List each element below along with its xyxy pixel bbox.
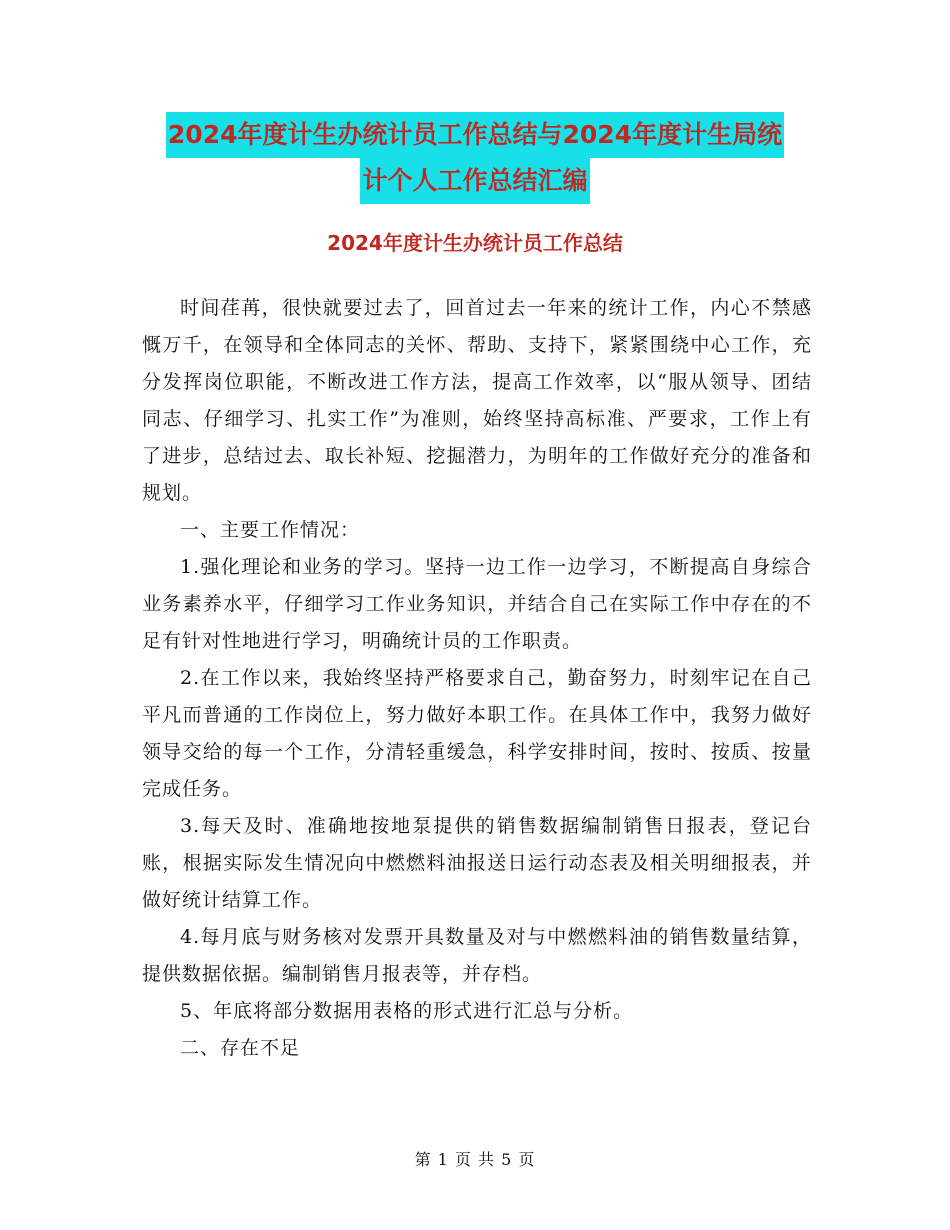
heading-main-work: 一、主要工作情况： <box>180 519 361 541</box>
heading-shortcomings: 二、存在不足 <box>180 1037 301 1059</box>
page-footer: 第 1 页 共 5 页 <box>414 1150 536 1169</box>
document-title-line-1: 2024年度计生办统计员工作总结与2024年度计生局统 <box>166 112 784 158</box>
paragraph-item-3: 3.每天及时、准确地按地泵提供的销售数据编制销售日报表，登记台账，根据实际发生情况向中燃燃料油报送日运行动态表及相关明细报表，并做好统计结算工作。 <box>142 815 812 911</box>
paragraph-item-4: 4.每月底与财务核对发票开具数量及对与中燃燃料油的销售数量结算，提供数据依据。编制销售月报表等，并存档。 <box>142 926 812 985</box>
paragraph-item-2: 2.在工作以来，我始终坚持严格要求自己，勤奋努力，时刻牢记在自己平凡而普通的工作岗位上，努力做好本职工作。在具体工作中，我努力做好领导交给的每一个工作，分清轻重缓急，科学安排时间，按时、按质、按量完成任务。 <box>142 667 812 800</box>
section-title: 2024年度计生办统计员工作总结 <box>327 231 623 255</box>
document-body <box>142 290 812 1067</box>
paragraph-item-5: 5、年底将部分数据用表格的形式进行汇总与分析。 <box>180 1000 634 1022</box>
document-title-line-2: 计个人工作总结汇编 <box>360 158 589 204</box>
paragraph-item-1: 1.强化理论和业务的学习。坚持一边工作一边学习，不断提高自身综合业务素养水平，仔细学习工作业务知识，并结合自己在实际工作中存在的不足有针对性地进行学习，明确统计员的工作职责。 <box>142 556 812 652</box>
paragraph-intro: 时间荏苒，很快就要过去了，回首过去一年来的统计工作，内心不禁感慨万千，在领导和全体同志的关怀、帮助、支持下，紧紧围绕中心工作，充分发挥岗位职能，不断改进工作方法，提高工作效率，以“服从领导、团结同志、仔细学习、扎实工作”为准则，始终坚持高标准、严要求，工作上有了进步，总结过去、取长补短、挖掘潜力，为明年的工作做好充分的准备和规划。 <box>142 297 812 504</box>
document-title <box>0 112 950 204</box>
